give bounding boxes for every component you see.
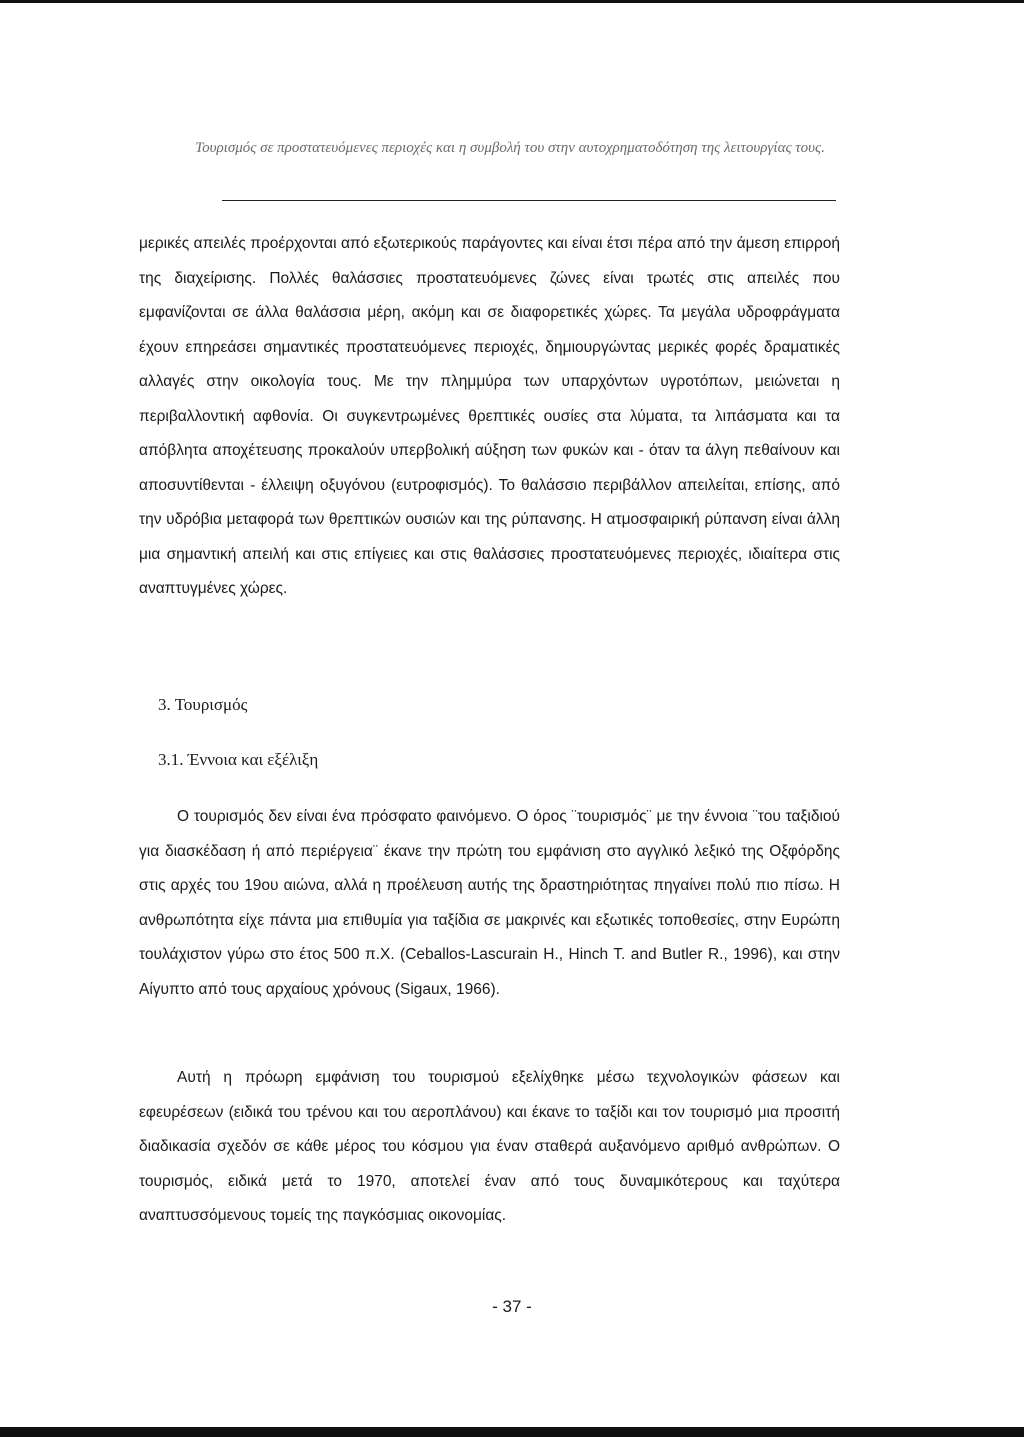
subsection-heading-concept-evolution: 3.1. Έννοια και εξέλιξη [158,750,319,769]
scan-top-edge [0,0,1024,3]
header-rule [222,200,836,201]
page-number: - 37 - [492,1297,532,1316]
running-header: Τουρισμός σε προστατευόμενες περιοχές και η συμβολή του στην αυτοχρηματοδότηση της λειτουργίας τους. [195,140,825,156]
body-paragraph-tourism-history: Ο τουρισμός δεν είναι ένα πρόσφατο φαινόμενο. Ο όρος ¨τουρισμός¨ με την έννοια ¨του ταξιδιού για διασκέδαση ή από περιέργεια¨ έκανε την πρώτη του εμφάνιση στο αγγλικό λεξικό της Οξφόρδης στις αρχές του 19ου αιώνα, αλλά η προέλευση αυτής της δραστηριότητας πηγαίνει πολύ πιο πίσω. Η ανθρωπότητα είχε πάντα μια επιθυμία για ταξίδια σε μακρινές και εξωτικές τοποθεσίες, στην Ευρώπη τουλάχιστον γύρω στο έτος 500 π.Χ. (Ceballos-Lascurain H., Hinch T. and Butler R., 1996), και στην Αίγυπτο από τους αρχαίους χρόνους (Sigaux, 1966). [139,808,840,998]
section-heading-tourism: 3. Τουρισμός [158,695,248,714]
body-paragraph-tourism-growth: Αυτή η πρόωρη εμφάνιση του τουρισμού εξελίχθηκε μέσω τεχνολογικών φάσεων και εφευρέσεων (ειδικά του τρένου και του αεροπλάνου) και έκανε το ταξίδι και τον τουρισμό μια προσιτή διαδικασία σχεδόν σε κάθε μέρος του κόσμου για έναν σταθερά αυξανόμενο αριθμό ανθρώπων. Ο τουρισμός, ειδικά μετά το 1970, αποτελεί έναν από τους δυναμικότερους και ταχύτερα αναπτυσσόμενους τομείς της παγκόσμιας οικονομίας. [139,1069,840,1224]
scan-bottom-edge [0,1427,1024,1437]
body-paragraph-threats: μερικές απειλές προέρχονται από εξωτερικούς παράγοντες και είναι έτσι πέρα από την άμεση επιρροή της διαχείρισης. Πολλές θαλάσσιες προστατευόμενες ζώνες είναι τρωτές στις απειλές που εμφανίζονται σε άλλα θαλάσσια μέρη, ακόμη και σε διαφορετικές χώρες. Τα μεγάλα υδροφράγματα έχουν επηρεάσει σημαντικές προστατευόμενες περιοχές, δημιουργώντας μερικές φορές δραματικές αλλαγές στην οικολογία τους. Με την πλημμύρα των υπαρχόντων υγροτόπων, μειώνεται η περιβαλλοντική αφθονία. Οι συγκεντρωμένες θρεπτικές ουσίες στα λύματα, τα λιπάσματα και τα απόβλητα αποχέτευσης προκαλούν υπερβολική αύξηση των φυκών και - όταν τα άλγη πεθαίνουν και αποσυντίθενται - έλλειψη οξυγόνου (ευτροφισμός). Το θαλάσσιο περιβάλλον απειλείται, επίσης, από την υδρόβια μεταφορά των θρεπτικών ουσιών και της ρύπανσης. Η ατμοσφαιρική ρύπανση είναι άλλη μια σημαντική απειλή και στις επίγειες και στις θαλάσσιες προστατευόμενες περιοχές, ιδιαίτερα στις αναπτυγμένες χώρες. [139,235,840,597]
